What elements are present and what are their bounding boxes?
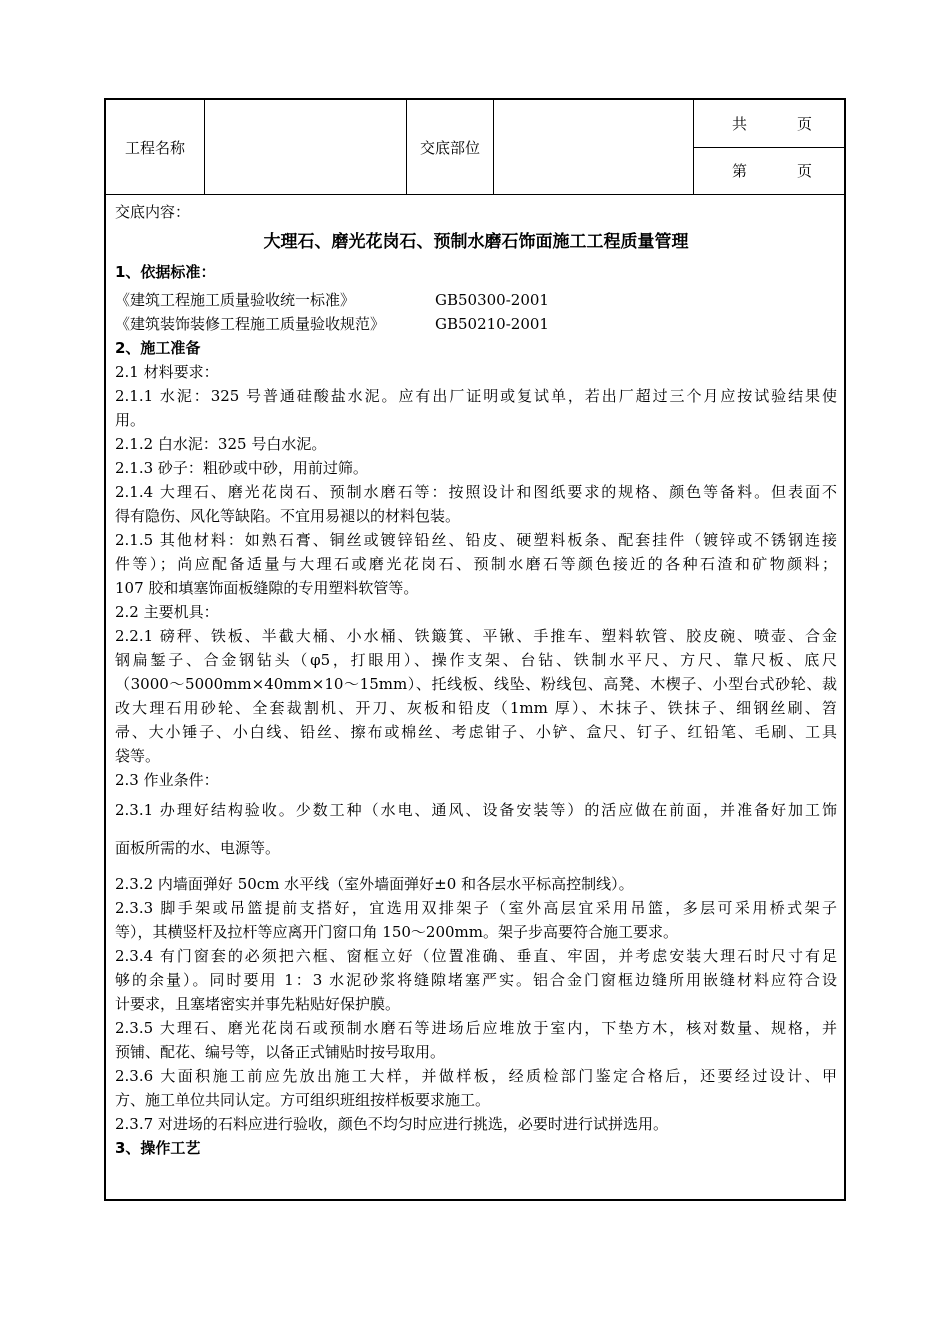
- disclosure-content: [115, 196, 837, 1160]
- para-2-2-1-line-4: 改大理石用砂轮、全套裁割机、开刀、灰板和铅皮（1mm 厚）、木抹子、铁抹子、细钢丝刷、笤: [115, 699, 837, 717]
- para-2-1-1-line-1: 2.1.1 水泥：325 号普通硅酸盐水泥。应有出厂证明或复试单，若出厂超过三个月应按试验结果使: [115, 387, 837, 405]
- para-2-1: 2.1 材料要求：: [115, 363, 219, 381]
- para-2-3-5-line-2: 预铺、配花、编号等，以备正式铺贴时按号取用。: [115, 1043, 446, 1061]
- para-2-3-3-line-1: 2.3.3 脚手架或吊篮提前支搭好，宜选用双排架子（室外高层宜采用吊篮，多层可采用桥式架子: [115, 899, 837, 917]
- disclosure-part-value[interactable]: [494, 100, 694, 194]
- standard-2-code: GB50210-2001: [435, 315, 549, 333]
- project-name-label: 工程名称: [106, 100, 205, 194]
- para-2-3-5-line-1: 2.3.5 大理石、磨光花岗石或预制水磨石等进场后应堆放于室内，下垫方木，核对数量、规格，并: [115, 1019, 837, 1037]
- disclosure-part-label: 交底部位: [407, 100, 494, 194]
- document-title: 大理石、磨光花岗石、预制水磨石饰面施工工程质量管理: [263, 232, 689, 252]
- para-2-3-4-line-3: 计要求，且塞堵密实并事先粘贴好保护膜。: [115, 995, 401, 1013]
- para-2-3-7: 2.3.7 对进场的石料应进行验收，颜色不均匀时应进行挑选，必要时进行试拼选用。: [115, 1115, 668, 1133]
- standard-1: [115, 288, 837, 312]
- header-table: [106, 100, 844, 195]
- section-2-heading: 2、施工准备: [115, 339, 201, 357]
- para-2-1-2: 2.1.2 白水泥：325 号白水泥。: [115, 435, 327, 453]
- document-frame: [104, 98, 846, 1201]
- standard-2: [115, 312, 837, 336]
- para-2-1-4-line-1: 2.1.4 大理石、磨光花岗石、预制水磨石等：按照设计和图纸要求的规格、颜色等备料。但表面不: [115, 483, 837, 501]
- para-2-1-5-line-3: 107 胶和填塞饰面板缝隙的专用塑料软管等。: [115, 579, 419, 597]
- para-2-3-4-line-1: 2.3.4 有门窗套的必须把六框、窗框立好（位置准确、垂直、牢固，并考虑安装大理石时尺寸有足: [115, 947, 837, 965]
- page-count-cell: [694, 100, 844, 194]
- para-2-1-5-line-2: 件等）；尚应配备适量与大理石或磨光花岗石、预制水磨石等颜色接近的各种石渣和矿物颜料；: [115, 555, 837, 573]
- para-2-2-1-line-5: 帚、大小锤子、小白线、铅丝、擦布或棉丝、考虑钳子、小铲、盒尺、钉子、红铅笔、毛刷、工具: [115, 723, 837, 741]
- para-2-3-1-line-1: 2.3.1 办理好结构验收。少数工种（水电、通风、设备安装等）的活应做在前面，并准备好加工饰: [115, 801, 837, 819]
- current-page: [694, 147, 844, 195]
- para-2-3-3-line-2: 等），其横竖杆及拉杆等应离开门窗口角 150～200mm。架子步高要符合施工要求。: [115, 923, 678, 941]
- intro-label: 交底内容：: [115, 203, 191, 221]
- project-name-value[interactable]: [205, 100, 407, 194]
- para-2-2-1-line-6: 袋等。: [115, 747, 161, 765]
- section-1-heading: 1、依据标准：: [115, 263, 216, 281]
- para-2-3: 2.3 作业条件：: [115, 771, 219, 789]
- total-pages: [694, 100, 844, 147]
- para-2-1-3: 2.1.3 砂子：粗砂或中砂，用前过筛。: [115, 459, 368, 477]
- para-2-2-1-line-2: 钢扁錾子、合金钢钻头（φ5，打眼用）、操作支架、台钻、铁制水平尺、方尺、靠尺板、底尺: [115, 651, 837, 669]
- para-2-3-2: 2.3.2 内墙面弹好 50cm 水平线（室外墙面弹好±0 和各层水平标高控制线）。: [115, 875, 634, 893]
- para-2-2-1-line-1: 2.2.1 磅秤、铁板、半截大桶、小水桶、铁簸箕、平锹、手推车、塑料软管、胶皮碗、喷壶、合金: [115, 627, 837, 645]
- para-2-3-1-line-2: 面板所需的水、电源等。: [115, 839, 281, 857]
- standard-1-name: 《建筑工程施工质量验收统一标准》: [115, 291, 356, 309]
- para-2-3-4-line-2: 够的余量）。同时要用 1：3 水泥砂浆将缝隙堵塞严实。铝合金门窗框边缝所用嵌缝材料应符合设: [115, 971, 837, 989]
- para-2-2-1-line-3: （3000～5000mm×40mm×10～15mm）、托线板、线坠、粉线包、高凳、木楔子、小型台式砂轮、裁: [115, 675, 837, 693]
- total-label-b: 页: [797, 114, 813, 133]
- standard-1-code: GB50300-2001: [435, 291, 549, 309]
- para-2-3-6-line-2: 方、施工单位共同认定。方可组织班组按样板要求施工。: [115, 1091, 491, 1109]
- standard-2-name: 《建筑装饰装修工程施工质量验收规范》: [115, 315, 386, 333]
- para-2-1-4-line-2: 得有隐伤、风化等缺陷。不宜用易褪以的材料包装。: [115, 507, 461, 525]
- para-2-1-1-line-2: 用。: [115, 411, 146, 429]
- section-3-heading: 3、操作工艺: [115, 1139, 201, 1157]
- para-2-3-6-line-1: 2.3.6 大面积施工前应先放出施工大样，并做样板，经质检部门鉴定合格后，还要经过设计、甲: [115, 1067, 837, 1085]
- page-label-a: 第: [732, 162, 748, 181]
- para-2-1-5-line-1: 2.1.5 其他材料：如熟石膏、铜丝或镀锌铅丝、铅皮、硬塑料板条、配套挂件（镀锌或不锈钢连接: [115, 531, 837, 549]
- para-2-2: 2.2 主要机具：: [115, 603, 219, 621]
- total-label-a: 共: [732, 114, 748, 133]
- page-label-b: 页: [797, 162, 813, 181]
